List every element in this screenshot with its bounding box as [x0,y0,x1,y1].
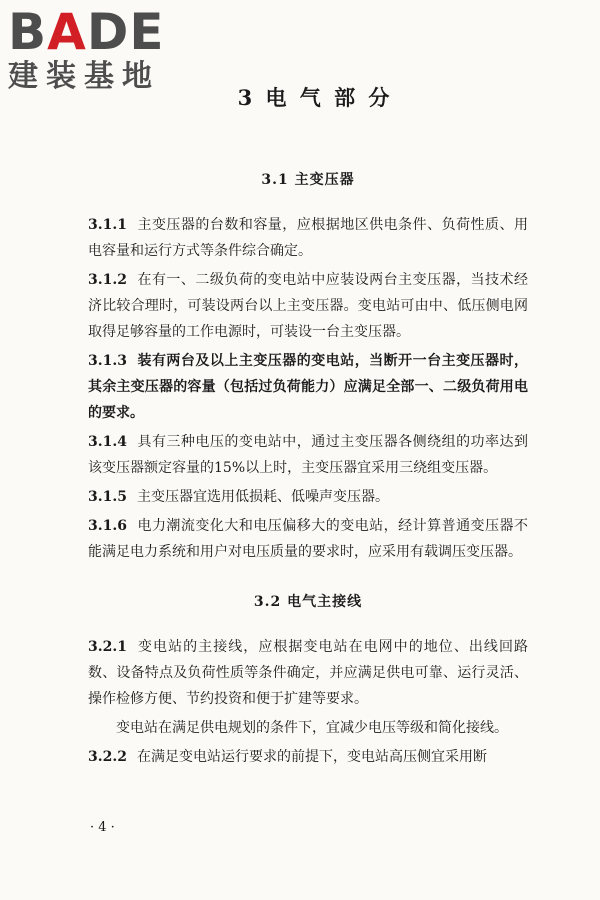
clause-3-2-1: 3.2.1 变电站的主接线，应根据变电站在电网中的地位、出线回路数、设备特点及负荷性质等条件确定，并应满足供电可靠、运行灵活、操作检修方便、节约投资和便于扩建等要求。 [88,639,528,707]
section-title-3-2: 3.2 电气主接线 [253,594,363,610]
page-number: · 4 · [90,820,115,835]
clause-3-1-3: 3.1.3 装有两台及以上主变压器的变电站，当断开一台主变压器时，其余主变压器的容量（包括过负荷能力）应满足全部一、二级负荷用电的要求。 [88,353,528,421]
logo-subtitle: 建装基地 [8,59,160,94]
document-body [88,168,528,773]
clause-3-2-2: 3.2.2 在满足变电站运行要求的前提下，变电站高压侧宜采用断 [88,749,487,765]
chapter-title: 3 电 气 部 分 [237,85,393,110]
logo-wordmark: BADE [8,3,165,61]
clause-3-1-5: 3.1.5 主变压器宜选用低损耗、低噪声变压器。 [88,489,389,505]
clause-3-1-2: 3.1.2 在有一、二级负荷的变电站中应装设两台主变压器，当技术经济比较合理时，可装设两台以上主变压器。变电站可由中、低压侧电网取得足够容量的工作电源时，可装设一台主变压器。 [88,272,528,340]
clause-3-2-1-paragraph: 变电站在满足供电规划的条件下，宜减少电压等级和简化接线。 [116,720,508,736]
clause-3-1-4: 3.1.4 具有三种电压的变电站中，通过主变压器各侧绕组的功率达到该变压器额定容量的15%以上时，主变压器宜采用三绕组变压器。 [88,434,528,476]
section-gap [88,568,528,590]
clause-3-1-1: 3.1.1 主变压器的台数和容量，应根据地区供电条件、负荷性质、用电容量和运行方式等条件综合确定。 [88,217,528,259]
clause-3-1-6: 3.1.6 电力潮流变化大和电压偏移大的变电站，经计算普通变压器不能满足电力系统和用户对电压质量的要求时，应采用有载调压变压器。 [88,518,528,560]
bade-logo [8,4,178,94]
section-title-3-1: 3.1 主变压器 [261,172,355,188]
